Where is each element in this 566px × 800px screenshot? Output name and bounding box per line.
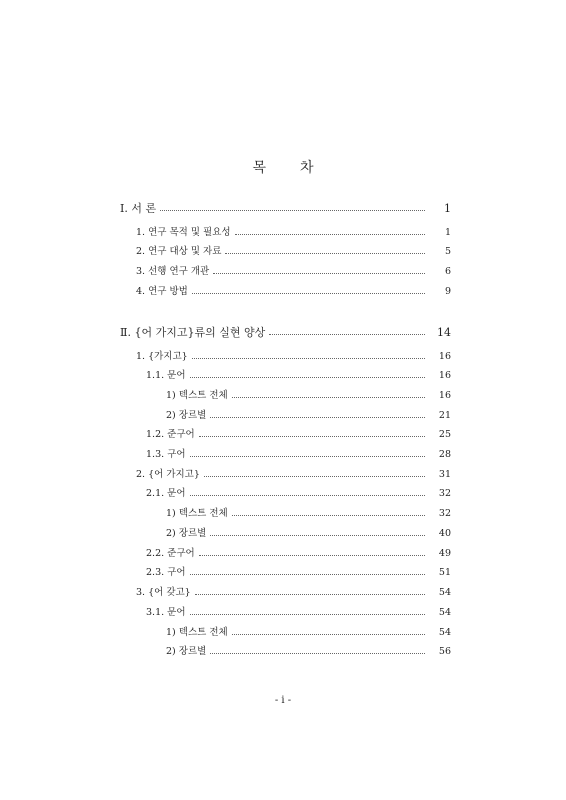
toc-entry-label: Ⅱ. {어 가지고}류의 실현 양상 <box>120 325 269 341</box>
toc-entry[interactable] <box>0 368 566 384</box>
toc-entry-page: 16 <box>438 370 451 381</box>
toc-entry[interactable] <box>0 585 566 601</box>
toc-entry-page: 21 <box>438 410 451 421</box>
toc-entry-page: 1 <box>444 202 451 215</box>
toc-leader-dots <box>190 573 425 575</box>
toc-entry-label: 3.1. 문어 <box>146 605 190 621</box>
toc-entry[interactable] <box>0 284 566 300</box>
toc-entry[interactable] <box>0 644 566 660</box>
toc-entry-page: 32 <box>438 508 451 519</box>
toc-entry-page: 40 <box>438 528 451 539</box>
toc-entry[interactable] <box>0 408 566 424</box>
toc-leader-dots <box>213 272 425 274</box>
toc-leader-dots <box>204 475 425 477</box>
toc-entry-page: 56 <box>438 646 451 657</box>
toc-leader-dots <box>199 435 425 437</box>
toc-entry-label: 1.3. 구어 <box>146 447 190 463</box>
toc-entry-page: 32 <box>438 488 451 499</box>
toc-leader-dots <box>232 396 425 398</box>
toc-leader-dots <box>232 514 425 516</box>
toc-entry[interactable] <box>0 349 566 365</box>
toc-entry[interactable] <box>0 388 566 404</box>
toc-entry-page: 54 <box>438 607 451 618</box>
toc-entry[interactable] <box>0 467 566 483</box>
toc-entry-label: 1.1. 문어 <box>146 368 190 384</box>
toc-entry-label: 2.1. 문어 <box>146 486 190 502</box>
toc-entry-page: 16 <box>438 390 451 401</box>
toc-entry-label: 3. {어 갖고} <box>136 585 195 601</box>
toc-entry-label: 1) 텍스트 전체 <box>166 388 232 404</box>
title-part-2: 차 <box>300 160 314 176</box>
toc-entry-page: 51 <box>438 567 451 578</box>
toc-entry-label: 2) 장르별 <box>166 408 210 424</box>
toc-leader-dots <box>190 494 425 496</box>
toc-entry-label: 2) 장르별 <box>166 644 210 660</box>
toc-entry-label: Ⅰ. 서 론 <box>120 201 160 217</box>
toc-leader-dots <box>210 416 425 418</box>
toc-leader-dots <box>192 292 425 294</box>
title-part-1: 목 <box>252 160 266 176</box>
toc-entry[interactable] <box>0 625 566 641</box>
toc-entry-label: 1. {가지고} <box>136 349 192 365</box>
toc-entry[interactable] <box>0 546 566 562</box>
toc-entry-label: 1) 텍스트 전체 <box>166 506 232 522</box>
toc-entry-page: 25 <box>438 429 451 440</box>
toc-entry-label: 3. 선행 연구 개관 <box>136 264 213 280</box>
toc-leader-dots <box>199 554 425 556</box>
toc-leader-dots <box>190 376 425 378</box>
toc-entry-label: 1.2. 준구어 <box>146 427 199 443</box>
toc-entry[interactable] <box>0 427 566 443</box>
toc-entry[interactable] <box>0 486 566 502</box>
toc-leader-dots <box>195 593 425 595</box>
toc-entry-label: 1. 연구 목적 및 필요성 <box>136 225 235 241</box>
toc-entry[interactable] <box>0 201 566 217</box>
toc-entry-page: 5 <box>444 246 451 257</box>
toc-leader-dots <box>269 333 425 335</box>
toc-entry-page: 6 <box>444 266 451 277</box>
toc-entry[interactable] <box>0 447 566 463</box>
toc-entry-label: 4. 연구 방법 <box>136 284 192 300</box>
toc-leader-dots <box>235 233 425 235</box>
toc-entry[interactable] <box>0 565 566 581</box>
toc-entry-page: 54 <box>438 587 451 598</box>
toc-leader-dots <box>232 633 425 635</box>
toc-entry[interactable] <box>0 225 566 241</box>
toc-leader-dots <box>190 613 425 615</box>
toc-entry-page: 16 <box>438 351 451 362</box>
toc-entry-label: 2. {어 가지고} <box>136 467 204 483</box>
toc-entry-label: 1) 텍스트 전체 <box>166 625 232 641</box>
toc-entry[interactable] <box>0 605 566 621</box>
toc-leader-dots <box>192 357 425 359</box>
toc-entry-label: 2.3. 구어 <box>146 565 190 581</box>
toc-entry-page: 54 <box>438 627 451 638</box>
toc-entry-page: 1 <box>444 227 451 238</box>
toc-entry[interactable] <box>0 264 566 280</box>
toc-entry[interactable] <box>0 325 566 341</box>
toc-entry[interactable] <box>0 244 566 260</box>
toc-entry-page: 49 <box>438 548 451 559</box>
toc-entry-page: 28 <box>438 449 451 460</box>
page-number-footer: - i - <box>274 695 292 706</box>
toc-leader-dots <box>190 455 425 457</box>
toc-leader-dots <box>225 252 425 254</box>
toc-entry-label: 2.2. 준구어 <box>146 546 199 562</box>
toc-entry-page: 14 <box>437 326 451 339</box>
toc-entry-label: 2) 장르별 <box>166 526 210 542</box>
toc-entry-label: 2. 연구 대상 및 자료 <box>136 244 225 260</box>
toc-entry[interactable] <box>0 526 566 542</box>
toc-entry[interactable] <box>0 506 566 522</box>
toc-leader-dots <box>210 652 425 654</box>
toc-entry-page: 9 <box>444 286 451 297</box>
toc-leader-dots <box>210 534 425 536</box>
toc-entry-page: 31 <box>438 469 451 480</box>
toc-leader-dots <box>160 209 425 211</box>
